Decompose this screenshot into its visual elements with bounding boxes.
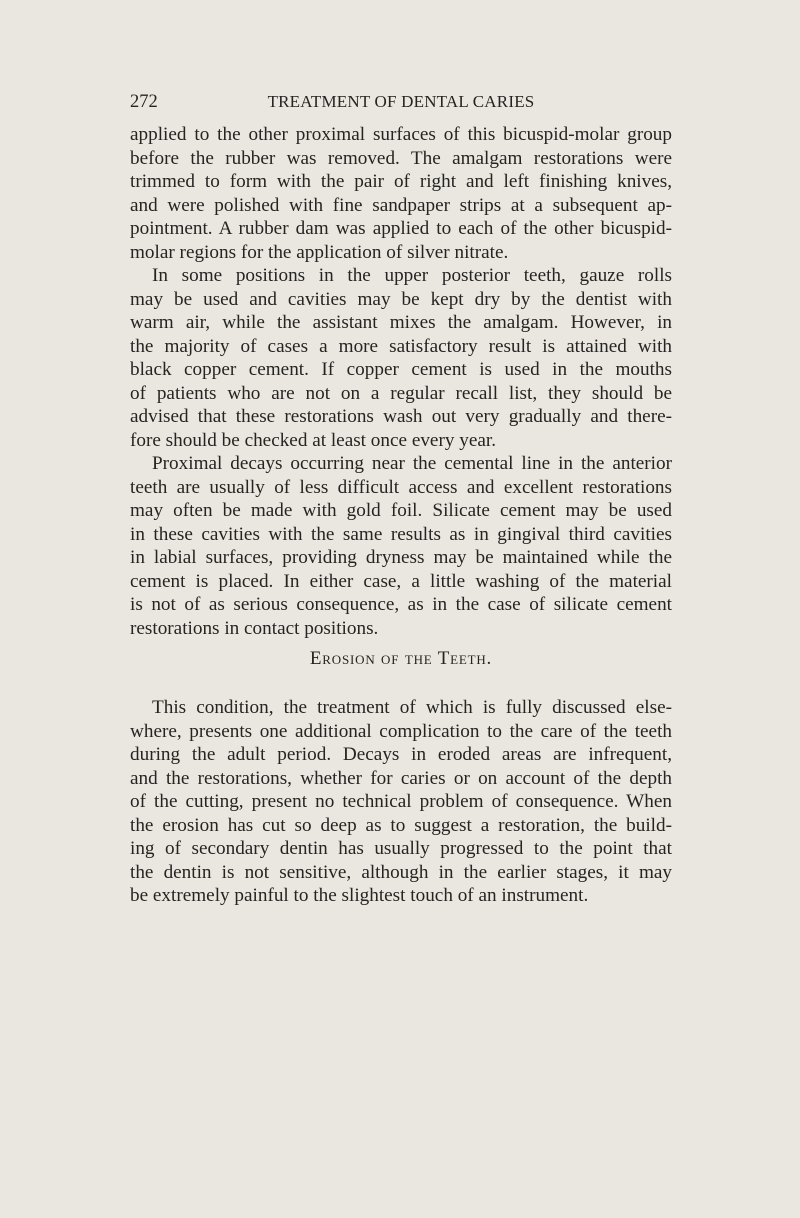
text-line: and the restorations, whether for caries or on account of the depth (130, 767, 672, 789)
text-line: teeth are usually of less difficult access and excellent restorations (130, 476, 672, 498)
text-line: applied to the other proximal surfaces of this bicuspid-molar group (130, 124, 672, 145)
body-text-section-1 (130, 123, 672, 640)
text-line: black copper cement. If copper cement is used in the mouths (130, 359, 672, 380)
body-text-section-2 (130, 696, 672, 908)
text-line: pointment. A rubber dam was applied to each of the other bicuspid- (130, 218, 672, 239)
text-line: warm air, while the assistant mixes the amalgam. However, in (130, 312, 672, 333)
text-line: may often be made with gold foil. Silicate cement may be used (130, 500, 672, 521)
text-line: be extremely painful to the slightest touch of an instrument. (130, 885, 589, 906)
text-line: ing of secondary dentin has usually progressed to the point that (130, 838, 672, 859)
text-line: the erosion has cut so deep as to suggest a restoration, the build- (130, 814, 672, 836)
text-line: In some positions in the upper posterior teeth, gauze rolls (152, 265, 672, 286)
text-line: of the cutting, present no technical problem of consequence. When (130, 791, 672, 812)
paragraph (130, 123, 672, 264)
text-line: and were polished with fine sandpaper strips at a subsequent ap- (130, 194, 672, 216)
text-line: trimmed to form with the pair of right and left finishing knives, (130, 171, 672, 192)
text-line: restorations in contact positions. (130, 617, 379, 639)
text-line: fore should be checked at least once every year. (130, 429, 496, 451)
text-line: before the rubber was removed. The amalgam restorations were (130, 147, 672, 169)
text-line: where, presents one additional complication to the care of the teeth (130, 720, 672, 742)
paragraph (130, 264, 672, 452)
text-line: in labial surfaces, providing dryness may be maintained while the (130, 547, 672, 568)
section-heading: Erosion of the Teeth. (309, 648, 493, 669)
text-line: in these cavities with the same results as in gingival third cavities (130, 523, 672, 545)
text-line: Proximal decays occurring near the cemental line in the anterior (152, 453, 672, 474)
text-line: the majority of cases a more satisfactory result is attained with (130, 335, 672, 357)
running-title: TREATMENT OF DENTAL CARIES (267, 92, 535, 111)
text-line: This condition, the treatment of which is fully discussed else- (152, 697, 672, 718)
text-line: during the adult period. Decays in eroded areas are infrequent, (130, 744, 672, 765)
text-line: the dentin is not sensitive, although in the earlier stages, it may (130, 861, 672, 883)
paragraph (130, 696, 672, 908)
paragraph (130, 452, 672, 640)
text-line: may be used and cavities may be kept dry by the dentist with (130, 288, 672, 310)
text-line: is not of as serious consequence, as in the case of silicate cement (130, 594, 672, 615)
text-line: molar regions for the application of silver nitrate. (130, 241, 509, 263)
text-line: of patients who are not on a regular recall list, they should be (130, 382, 672, 404)
page-header (130, 92, 672, 116)
text-line: advised that these restorations wash out very gradually and there- (130, 406, 672, 427)
text-line: cement is placed. In either case, a little washing of the material (130, 570, 672, 592)
page-number: 272 (130, 92, 158, 112)
